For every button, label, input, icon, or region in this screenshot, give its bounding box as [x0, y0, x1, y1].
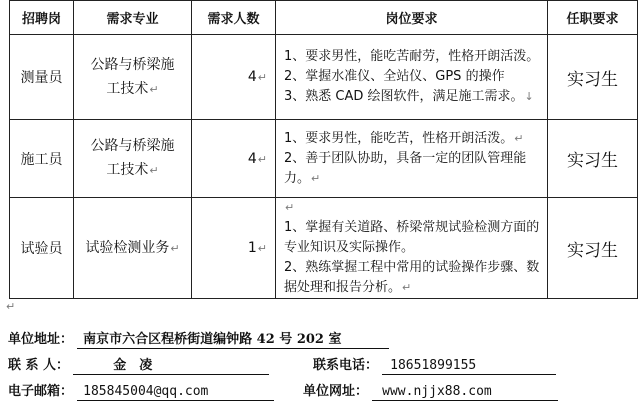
table-row [10, 198, 638, 299]
requirement-text: 2、善于团队协助，具备一定的团队管理能 [284, 150, 527, 166]
contact-person-value: 金 凌 [73, 358, 269, 375]
requirement-text: 专业知识及实际操作。 [284, 240, 415, 255]
major-cell [74, 120, 192, 198]
requirement-text: 3、熟悉 CAD 绘图软件，满足施工需求。↓ [284, 89, 534, 104]
website-label: 单位网址： [303, 384, 369, 399]
count-cell: 4↵ [192, 35, 276, 120]
major-cell [74, 198, 192, 299]
address-line [8, 328, 389, 349]
major-text: 公路与桥梁施 [90, 138, 175, 154]
contact-person-label: 联 系 人： [8, 358, 70, 373]
role-cell: 实习生 [548, 198, 638, 299]
requirement-text: 据处理和报告分析。↵ [284, 280, 412, 295]
job-table [9, 0, 638, 299]
paragraph-mark: ↵ [6, 300, 16, 313]
header-position: 招聘岗 [10, 1, 74, 35]
table-row [10, 35, 638, 120]
header-role: 任职要求 [548, 1, 638, 35]
major-text: 工技术↵ [106, 162, 159, 178]
major-text: 工技术↵ [106, 80, 159, 97]
phone-value: 18651899155 [382, 358, 556, 375]
paragraph-mark: ↵ [285, 201, 295, 214]
website-line [303, 380, 558, 401]
address-label: 单位地址： [8, 332, 74, 347]
website-value[interactable]: www.njjx88.com [372, 384, 558, 401]
requirement-text: 1、要求男性，能吃苦耐劳，性格开朗活泼。 [284, 49, 540, 64]
address-value: 南京市六合区程桥街道编钟路 42 号 202 室 [77, 332, 389, 349]
position-cell: 试验员 [10, 198, 74, 299]
requirements-cell [276, 35, 548, 120]
requirements-cell [276, 198, 548, 299]
phone-label: 联系电话： [313, 358, 379, 373]
header-count: 需求人数 [192, 1, 276, 35]
header-requirements: 岗位要求 [276, 1, 548, 35]
table-header-row [10, 1, 638, 35]
requirement-text: 2、熟练掌握工程中常用的试验操作步骤、数 [284, 260, 540, 275]
contact-person-line [8, 354, 269, 375]
major-text: 公路与桥梁施 [90, 56, 175, 73]
header-major: 需求专业 [74, 1, 192, 35]
email-line [8, 380, 274, 401]
position-cell: 测量员 [10, 35, 74, 120]
email-label: 电子邮箱： [8, 384, 74, 399]
requirements-cell [276, 120, 548, 198]
major-cell [74, 35, 192, 120]
position-cell: 施工员 [10, 120, 74, 198]
requirement-text: 2、掌握水准仪、全站仪、GPS 的操作 [284, 69, 505, 84]
phone-line [313, 354, 556, 375]
role-cell: 实习生 [548, 120, 638, 198]
requirement-text: 力。↵ [284, 170, 321, 186]
requirement-text: 1、掌握有关道路、桥梁常规试验检测方面的 [284, 220, 540, 235]
email-value[interactable]: 185845004@qq.com [77, 384, 274, 401]
count-cell: 1↵ [192, 198, 276, 299]
major-text: 试验检测业务↵ [85, 239, 180, 256]
role-cell: 实习生 [548, 35, 638, 120]
table-row [10, 120, 638, 198]
requirement-text: 1、要求男性，能吃苦，性格开朗活泼。↵ [284, 130, 524, 146]
count-cell: 4↵ [192, 120, 276, 198]
